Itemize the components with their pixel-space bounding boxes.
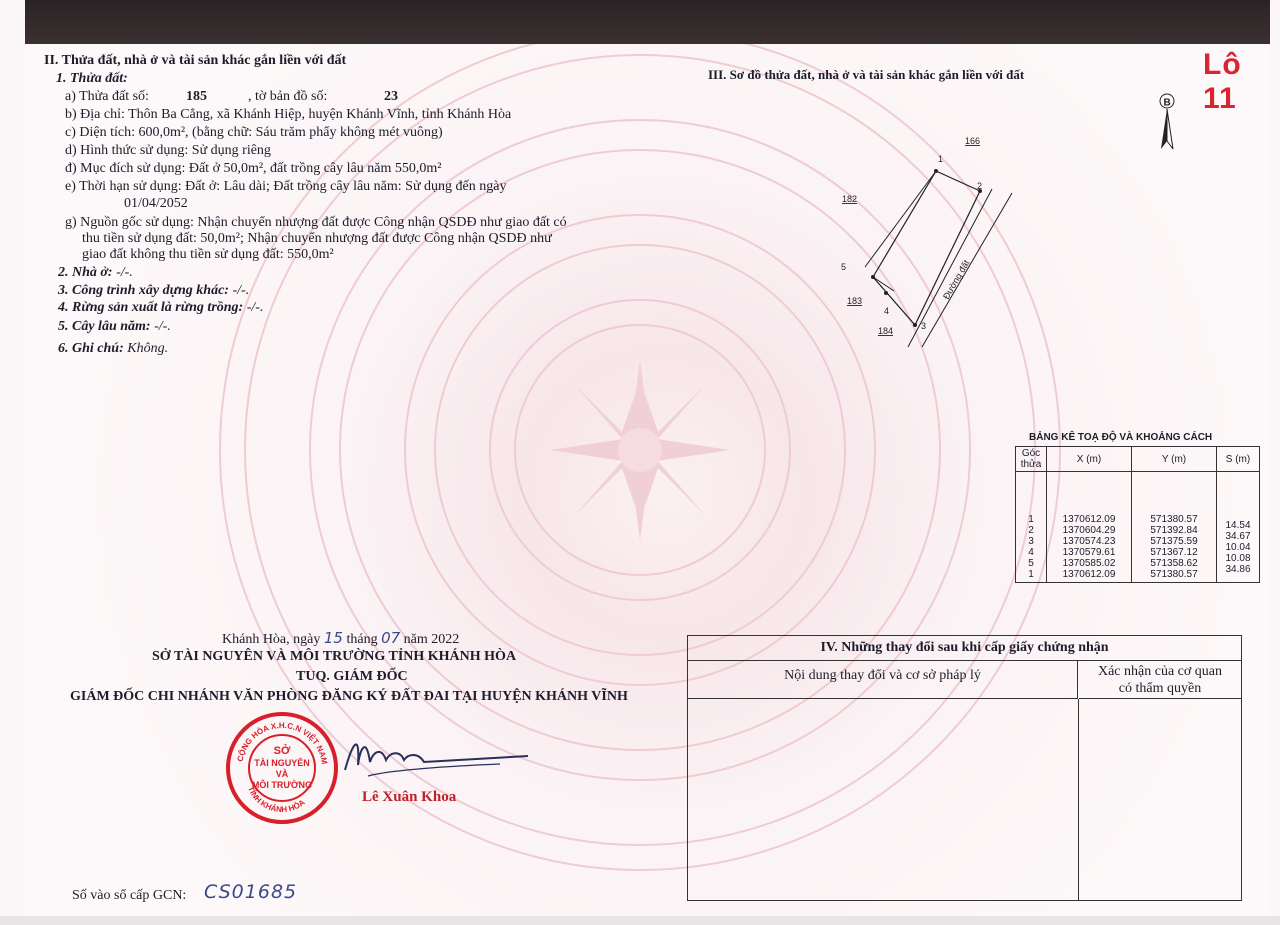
usage-term-line: e) Thời hạn sử dụng: Đất ở: Lâu dài; Đất trồng cây lâu năm: Sử dụng đến ngày <box>65 179 507 194</box>
forest-line <box>58 300 263 316</box>
land-heading: 1. Thửa đất: <box>56 71 128 86</box>
note-line <box>58 341 168 357</box>
coord-header-s: S (m) <box>1217 447 1260 472</box>
coord-table <box>1015 446 1260 583</box>
bottom-edge <box>0 916 1280 925</box>
parcel-sketch <box>820 85 1200 355</box>
tuq-line: TUQ. GIÁM ĐỐC <box>296 669 408 684</box>
neighbor-166: 166 <box>965 136 981 146</box>
section-4-title: IV. Những thay đổi sau khi cấp giấy chứng nhận <box>688 636 1241 661</box>
perennial-value: -/-. <box>154 319 171 334</box>
changes-divider <box>1078 699 1079 900</box>
gcn-number: CS01685 <box>204 881 298 903</box>
house-label: 2. Nhà ở: <box>58 265 113 280</box>
changes-col-confirm <box>1079 661 1241 699</box>
section-3-title: III. Sơ đồ thửa đất, nhà ở và tài sản khác gắn liền với đất <box>708 67 1025 82</box>
stamp-line-4: MÔI TRƯỜNG <box>251 780 313 790</box>
director-title: GIÁM ĐỐC CHI NHÁNH VĂN PHÒNG ĐĂNG KÝ ĐẤT ĐAI TẠI HUYỆN KHÁNH VĨNH <box>70 689 628 704</box>
stamp-ring-bottom: TỈNH KHÁNH HÒA <box>246 785 307 815</box>
vertex-5: 5 <box>841 262 847 272</box>
signature <box>330 720 530 790</box>
date-month-label: tháng <box>346 632 378 647</box>
parcel-number: 185 <box>186 89 207 104</box>
perennial-label: 5. Cây lâu năm: <box>58 319 151 334</box>
coord-points-col: 1 2 3 4 5 1 <box>1016 472 1047 583</box>
origin-line-1: g) Nguồn gốc sử dụng: Nhận chuyển nhượng đất được Công nhận QSDĐ như giao đất có <box>65 215 567 230</box>
north-letter: B <box>1163 97 1171 109</box>
neighbor-183: 183 <box>847 296 863 306</box>
stamp-line-2: TÀI NGUYÊN <box>254 758 310 768</box>
area-line: c) Diện tích: 600,0m², (bằng chữ: Sáu trăm phẩy không mét vuông) <box>65 125 443 140</box>
origin-line-3: giao đất không thu tiền sử dụng đất: 550,0m² <box>82 247 334 262</box>
vertex-2: 2 <box>977 181 983 191</box>
map-sheet-number: 23 <box>384 89 398 104</box>
lot-label: Lô 11 <box>1203 48 1242 115</box>
signer-name: Lê Xuân Khoa <box>362 789 457 805</box>
coord-header-point: Góc thửa <box>1016 447 1047 472</box>
date-year: năm 2022 <box>403 632 460 647</box>
perennial-line <box>58 319 171 335</box>
section-2-title: II. Thửa đất, nhà ở và tài sản khác gắn liền với đất <box>44 53 347 68</box>
date-month: 07 <box>381 629 401 647</box>
forest-value: -/-. <box>246 300 264 315</box>
coord-s-col: 14.54 34.67 10.04 10.08 34.86 <box>1217 472 1260 583</box>
stamp-line-1: SỞ <box>273 745 291 757</box>
other-works-value: -/-. <box>232 283 250 298</box>
issuing-org: SỞ TÀI NGUYÊN VÀ MÔI TRƯỜNG TỈNH KHÁNH HÒA <box>152 649 517 664</box>
house-line <box>58 265 133 281</box>
changes-col-content: Nội dung thay đổi và cơ sở pháp lý <box>688 661 1078 699</box>
note-value: Không. <box>127 341 169 356</box>
top-dark-edge <box>25 0 1270 44</box>
note-label: 6. Ghi chú: <box>58 341 124 356</box>
date-day: 15 <box>323 629 343 647</box>
coord-y-col: 571380.57 571392.84 571375.59 571367.12 571358.62 571380.57 <box>1132 472 1217 583</box>
confirm-line-2: có thẩm quyền <box>1118 681 1202 696</box>
stamp-ring-top: CỘNG HÒA X.H.C.N VIỆT NAM <box>235 720 329 765</box>
date-place-label: Khánh Hòa, ngày <box>222 632 321 647</box>
vertex-3: 3 <box>921 321 927 331</box>
parcel-number-label: a) Thửa đất số: <box>65 89 149 104</box>
address-line: b) Địa chỉ: Thôn Ba Cẳng, xã Khánh Hiệp, huyện Khánh Vĩnh, tỉnh Khánh Hòa <box>65 107 512 122</box>
neighbor-184: 184 <box>878 326 894 336</box>
origin-line-2: thu tiền sử dụng đất: 50,0m²; Nhận chuyển nhượng đất được Công nhận QSDĐ như <box>82 231 552 246</box>
vertex-1: 1 <box>938 154 944 164</box>
changes-box <box>687 635 1242 901</box>
house-value: -/-. <box>116 265 133 280</box>
neighbor-182: 182 <box>842 194 858 204</box>
vertex-4: 4 <box>884 306 890 316</box>
confirm-line-1: Xác nhận của cơ quan <box>1097 664 1222 679</box>
coord-header-x: X (m) <box>1047 447 1132 472</box>
usage-purpose-line: đ) Mục đích sử dụng: Đất ở 50,0m², đất trồng cây lâu năm 550,0m² <box>65 161 442 176</box>
coord-table-title: BẢNG KÊ TOẠ ĐỘ VÀ KHOẢNG CÁCH <box>1029 432 1213 443</box>
coord-x-col: 1370612.09 1370604.29 1370574.23 1370579.61 1370585.02 1370612.09 <box>1047 472 1132 583</box>
road-label: Đường đất <box>941 258 972 301</box>
map-sheet-label: , tờ bản đồ số: <box>248 89 328 104</box>
date-line <box>222 629 459 648</box>
north-arrow-icon <box>1160 94 1174 149</box>
gcn-label: Số vào sổ cấp GCN: <box>72 888 187 903</box>
stamp-line-3: VÀ <box>275 769 289 779</box>
forest-label: 4. Rừng sản xuất là rừng trồng: <box>58 300 244 315</box>
other-works-label: 3. Công trình xây dựng khác: <box>58 283 229 298</box>
usage-term-date: 01/04/2052 <box>124 196 188 211</box>
official-stamp <box>224 710 340 826</box>
other-works-line <box>58 283 249 299</box>
coord-header-y: Y (m) <box>1132 447 1217 472</box>
usage-form-line: d) Hình thức sử dụng: Sử dụng riêng <box>65 143 271 158</box>
